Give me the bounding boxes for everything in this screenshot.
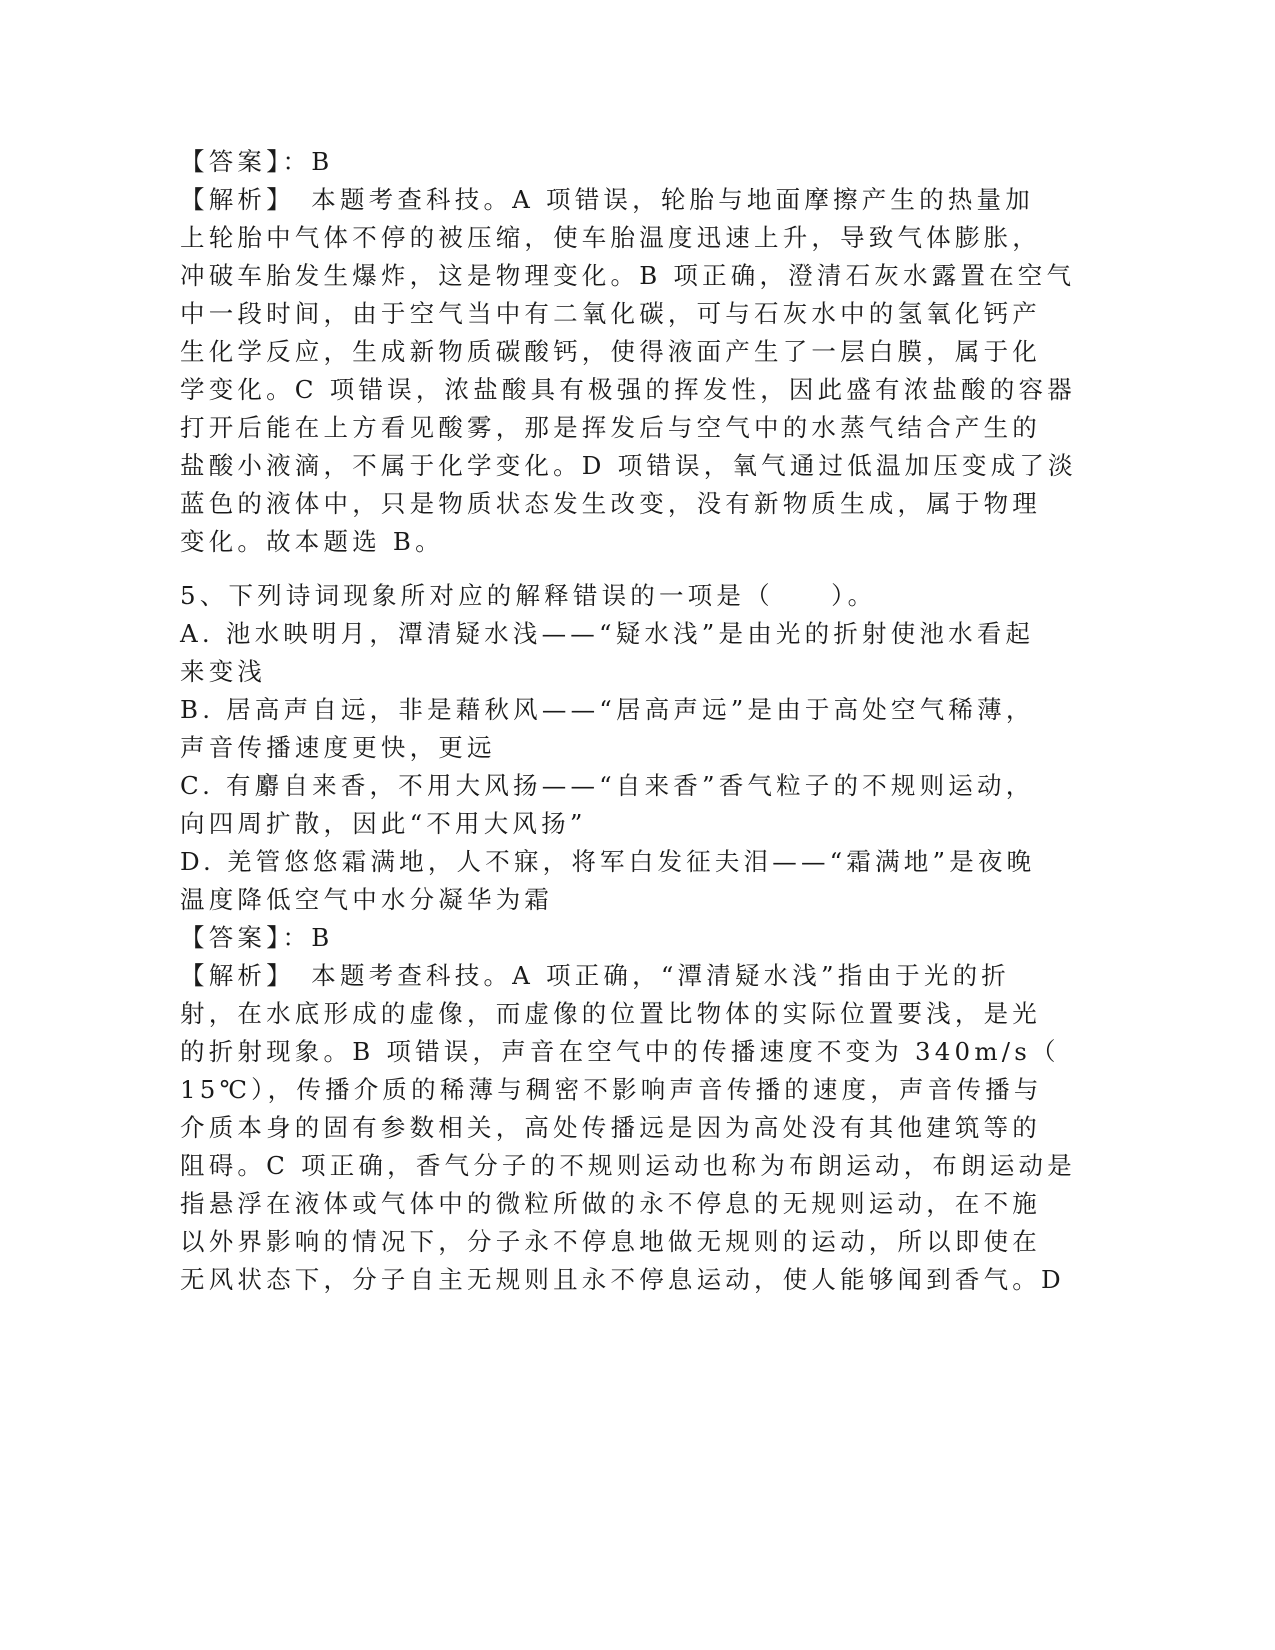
analysis-line: 盐酸小液滴，不属于化学变化。D 项错误，氧气通过低温加压变成了淡 — [180, 451, 1077, 480]
analysis-paragraph — [180, 957, 1076, 1299]
analysis-line: 打开后能在上方看见酸雾，那是挥发后与空气中的水蒸气结合产生的 — [180, 413, 1041, 442]
answer-line: 【答案】：B — [180, 923, 334, 952]
option-line: 向四周扩散，因此“不用大风扬” — [180, 809, 587, 838]
answer-line: 【答案】：B — [180, 147, 334, 176]
analysis-line: 学变化。C 项错误，浓盐酸具有极强的挥发性，因此盛有浓盐酸的容器 — [180, 375, 1076, 404]
option-b — [180, 691, 1060, 767]
analysis-line: 15℃），传播介质的稀薄与稠密不影响声音传播的速度，声音传播与 — [180, 1075, 1043, 1104]
analysis-paragraph — [180, 181, 1077, 561]
paragraph-gap — [180, 561, 1060, 577]
analysis-line: 冲破车胎发生爆炸，这是物理变化。B 项正确，澄清石灰水露置在空气 — [180, 261, 1076, 290]
analysis-line: 中一段时间，由于空气当中有二氧化碳，可与石灰水中的氢氧化钙产 — [180, 299, 1041, 328]
analysis-line: 指悬浮在液体或气体中的微粒所做的永不停息的无规则运动，在不施 — [180, 1189, 1041, 1218]
option-d — [180, 843, 1060, 919]
document-content — [180, 143, 1077, 1299]
option-line: 来变浅 — [180, 657, 267, 686]
analysis-line: 以外界影响的情况下，分子永不停息地做无规则的运动，所以即使在 — [180, 1227, 1041, 1256]
option-line: 声音传播速度更快，更远 — [180, 733, 496, 762]
analysis-line: 介质本身的固有参数相关，高处传播远是因为高处没有其他建筑等的 — [180, 1113, 1041, 1142]
analysis-line: 【解析】 本题考查科技。A 项正确，“潭清疑水浅”指由于光的折 — [180, 961, 1010, 990]
option-a — [180, 615, 1060, 691]
analysis-line: 阻碍。C 项正确，香气分子的不规则运动也称为布朗运动，布朗运动是 — [180, 1151, 1076, 1180]
analysis-line: 上轮胎中气体不停的被压缩，使车胎温度迅速上升，导致气体膨胀， — [180, 223, 1041, 252]
option-line: C. 有麝自来香，不用大风扬——“自来香”香气粒子的不规则运动， — [180, 771, 1035, 800]
analysis-line: 生化学反应，生成新物质碳酸钙，使得液面产生了一层白膜，属于化 — [180, 337, 1041, 366]
analysis-line: 射，在水底形成的虚像，而虚像的位置比物体的实际位置要浅，是光 — [180, 999, 1041, 1028]
option-line: A. 池水映明月，潭清疑水浅——“疑水浅”是由光的折射使池水看起 — [180, 619, 1035, 648]
option-c — [180, 767, 1060, 843]
question-stem: 5、下列诗词现象所对应的解释错误的一项是（ ）。 — [180, 581, 877, 610]
analysis-line: 蓝色的液体中，只是物质状态发生改变，没有新物质生成，属于物理 — [180, 489, 1041, 518]
analysis-line: 无风状态下，分子自主无规则且永不停息运动，使人能够闻到香气。D — [180, 1265, 1065, 1294]
analysis-line: 的折射现象。B 项错误，声音在空气中的传播速度不变为 340m/s（ — [180, 1037, 1060, 1066]
option-line: 温度降低空气中水分凝华为霜 — [180, 885, 554, 914]
option-line: B. 居高声自远，非是藉秋风——“居高声远”是由于高处空气稀薄， — [180, 695, 1035, 724]
analysis-line: 变化。故本题选 B。 — [180, 527, 444, 556]
option-line: D. 羌管悠悠霜满地，人不寐，将军白发征夫泪——“霜满地”是夜晚 — [180, 847, 1036, 876]
analysis-line: 【解析】 本题考查科技。A 项错误，轮胎与地面摩擦产生的热量加 — [180, 185, 1034, 214]
